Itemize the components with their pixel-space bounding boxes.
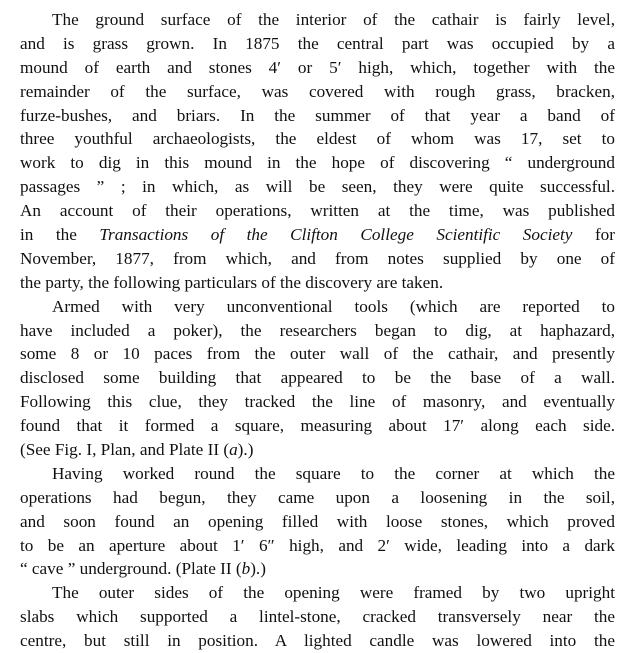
text-line: passages ” ; in which, as will be seen, they were quite successful.: [20, 177, 615, 197]
text-line: operations had begun, they came upon a loosening in the soil,: [20, 487, 615, 507]
text-line: Armed with very unconventional tools (which are reported to: [52, 296, 615, 316]
text-line: some 8 or 10 paces from the outer wall of the cathair, and presently: [20, 344, 615, 364]
text-line: found that it formed a square, measuring about 17′ along each side.: [20, 416, 615, 436]
paragraph-3: [20, 462, 615, 581]
text-line: disclosed some building that appeared to be the base of a wall.: [20, 368, 615, 388]
text-fragment: for: [572, 225, 615, 245]
plate-letter: b: [241, 559, 251, 579]
text-line: furze-bushes, and briars. In the summer of that year a band of: [20, 105, 615, 125]
text-fragment: ).): [237, 440, 254, 460]
text-line: work to dig in this mound in the hope of discovering “ underground: [20, 153, 615, 173]
plate-letter: a: [229, 440, 238, 460]
text-fragment: (See Fig. I, Plan, and Plate II (: [20, 440, 230, 460]
text-line: The ground surface of the interior of the cathair is fairly level,: [52, 10, 615, 29]
paragraph-1: [20, 8, 615, 295]
text-line-with-reference: [20, 438, 615, 462]
text-line: November, 1877, from which, and from notes supplied by one of: [20, 248, 615, 268]
text-fragment: “ cave ” underground. (Plate II (: [20, 559, 242, 579]
document-page: [20, 8, 615, 653]
text-line: mound of earth and stones 4′ or 5′ high, which, together with the: [20, 57, 615, 77]
text-line: Following this clue, they tracked the line of masonry, and eventually: [20, 392, 615, 412]
text-line: remainder of the surface, was covered with rough grass, bracken,: [20, 81, 615, 101]
journal-title: Transactions of the Clifton College Scientific Society: [99, 225, 573, 245]
paragraph-2: [20, 295, 615, 462]
text-line: Having worked round the square to the corner at which the: [52, 463, 615, 483]
text-line: An account of their operations, written at the time, was published: [20, 201, 615, 221]
text-line: to be an aperture about 1′ 6″ high, and 2′ wide, leading into a dark: [20, 535, 615, 555]
text-line: The outer sides of the opening were framed by two upright: [52, 583, 615, 603]
text-line: and is grass grown. In 1875 the central part was occupied by a: [20, 33, 615, 53]
paragraph-4: [20, 581, 615, 653]
text-line: and soon found an opening filled with loose stones, which proved: [20, 511, 615, 531]
text-line: three youthful archaeologists, the eldest of whom was 17, set to: [20, 129, 615, 149]
text-line-with-citation: [20, 223, 615, 247]
text-line: slabs which supported a lintel-stone, cracked transversely near the: [20, 607, 615, 627]
text-line: the party, the following particulars of the discovery are taken.: [20, 272, 444, 292]
text-line: have included a poker), the researchers began to dig, at haphazard,: [20, 320, 615, 340]
text-fragment: in the: [20, 225, 100, 245]
text-line: centre, but still in position. A lighted candle was lowered into the: [20, 631, 615, 651]
text-line-with-reference: [20, 557, 615, 581]
text-fragment: ).): [250, 559, 266, 579]
